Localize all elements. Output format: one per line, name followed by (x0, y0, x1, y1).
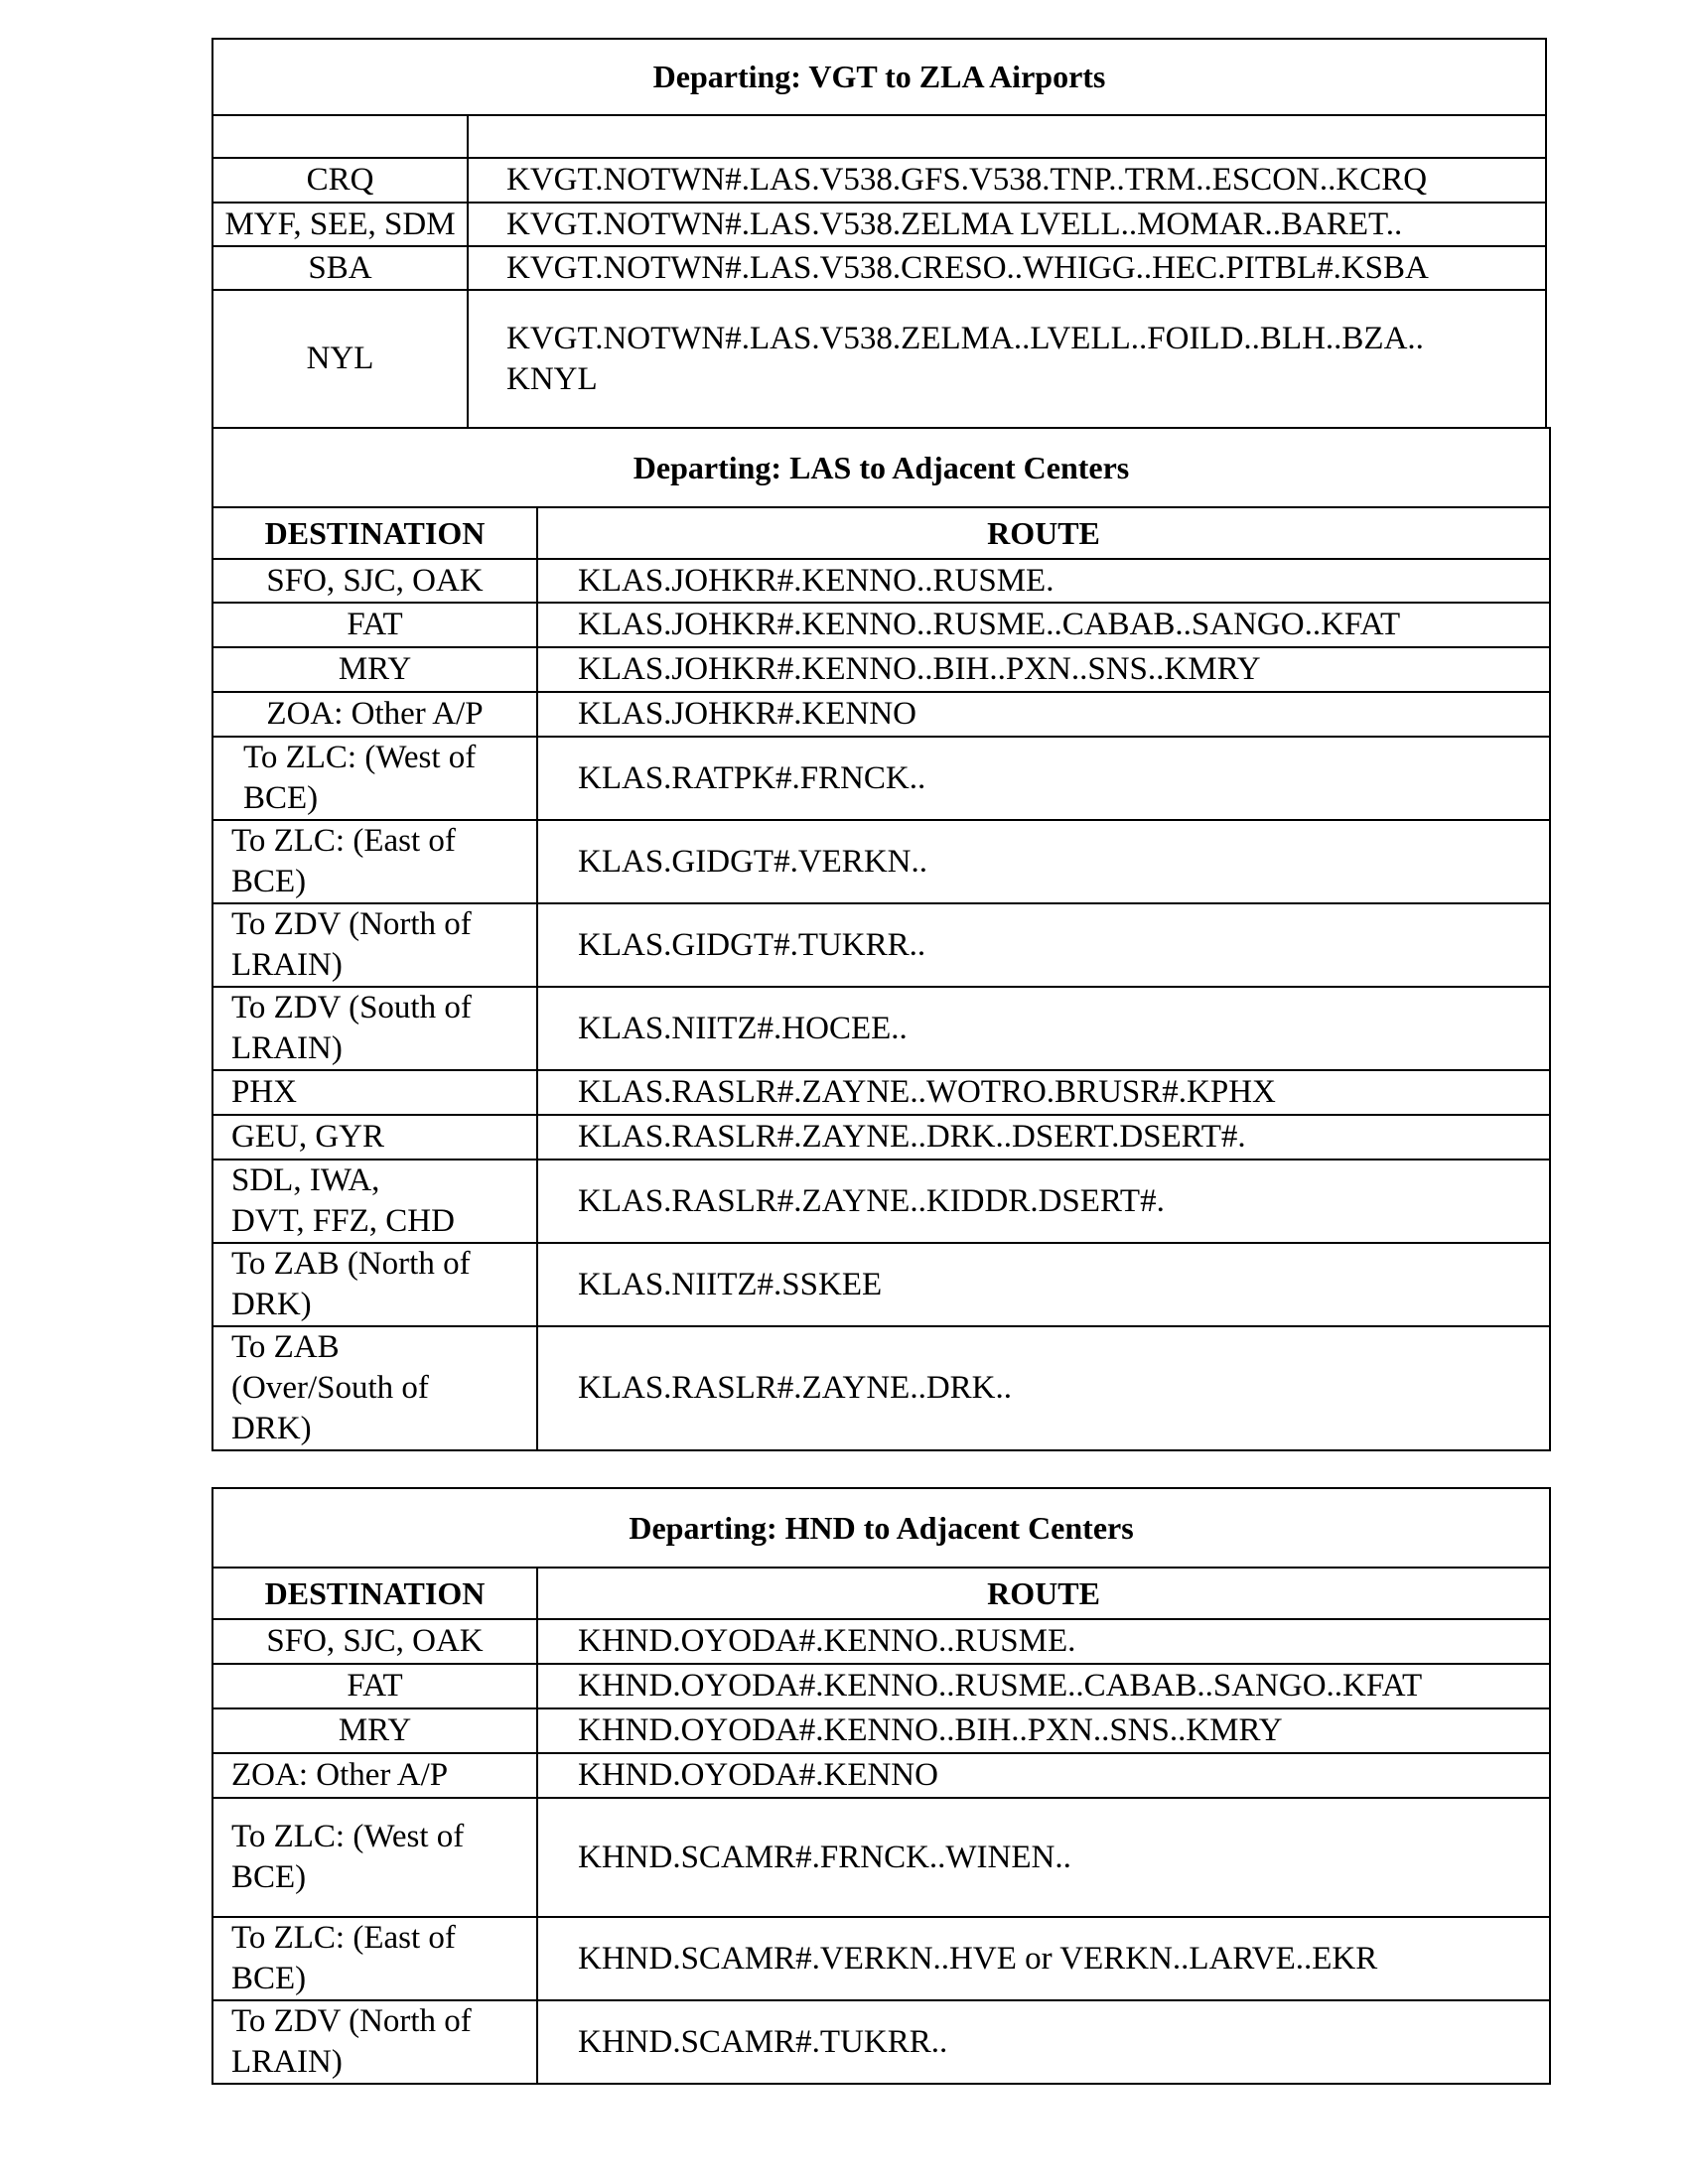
route-cell: KHND.OYODA#.KENNO (537, 1753, 1550, 1798)
las-to-adjacent-centers-table (211, 427, 1551, 1451)
table-title: Departing: VGT to ZLA Airports (212, 39, 1546, 115)
route-cell: KLAS.NIITZ#.HOCEE.. (537, 987, 1550, 1070)
route-cell: KLAS.NIITZ#.SSKEE (537, 1243, 1550, 1326)
destination-cell: FAT (212, 603, 537, 647)
vgt-to-zla-table (211, 38, 1547, 429)
route-cell: KVGT.NOTWN#.LAS.V538.ZELMA LVELL..MOMAR..BARET.. (468, 203, 1546, 246)
table-title: Departing: LAS to Adjacent Centers (212, 428, 1550, 507)
destination-cell: NYL (212, 290, 468, 428)
route-cell: KLAS.JOHKR#.KENNO..RUSME..CABAB..SANGO..KFAT (537, 603, 1550, 647)
route-cell: KLAS.GIDGT#.VERKN.. (537, 820, 1550, 903)
destination-cell: SFO, SJC, OAK (212, 1619, 537, 1664)
destination-cell: To ZDV (North of LRAIN) (212, 903, 537, 987)
destination-cell: To ZLC: (East of BCE) (212, 820, 537, 903)
destination-cell: To ZAB (North of DRK) (212, 1243, 537, 1326)
route-cell: KLAS.JOHKR#.KENNO..RUSME. (537, 559, 1550, 603)
header-route: ROUTE (537, 507, 1550, 559)
destination-cell: ZOA: Other A/P (212, 1753, 537, 1798)
destination-cell: ZOA: Other A/P (212, 692, 537, 737)
destination-cell: MRY (212, 1708, 537, 1753)
destination-cell: SBA (212, 246, 468, 290)
route-cell: KLAS.JOHKR#.KENNO (537, 692, 1550, 737)
route-cell: KLAS.RASLR#.ZAYNE..WOTRO.BRUSR#.KPHX (537, 1070, 1550, 1115)
destination-cell: To ZAB (Over/South of DRK) (212, 1326, 537, 1450)
destination-cell: To ZDV (South of LRAIN) (212, 987, 537, 1070)
route-cell: KHND.SCAMR#.FRNCK..WINEN.. (537, 1798, 1550, 1917)
route-cell: KVGT.NOTWN#.LAS.V538.GFS.V538.TNP..TRM..ESCON..KCRQ (468, 158, 1546, 203)
route-cell: KLAS.RATPK#.FRNCK.. (537, 737, 1550, 820)
hnd-to-adjacent-centers-table (211, 1487, 1551, 2085)
destination-cell: SDL, IWA, DVT, FFZ, CHD (212, 1160, 537, 1243)
route-cell: KVGT.NOTWN#.LAS.V538.ZELMA..LVELL..FOILD..BLH..BZA.. KNYL (468, 290, 1546, 428)
route-cell: KLAS.RASLR#.ZAYNE..KIDDR.DSERT#. (537, 1160, 1550, 1243)
header-destination: DESTINATION (212, 1568, 537, 1619)
destination-cell: CRQ (212, 158, 468, 203)
table-title: Departing: HND to Adjacent Centers (212, 1488, 1550, 1568)
header-route: ROUTE (537, 1568, 1550, 1619)
route-cell: KLAS.RASLR#.ZAYNE..DRK..DSERT.DSERT#. (537, 1115, 1550, 1160)
destination-cell: FAT (212, 1664, 537, 1708)
header-destination (212, 115, 468, 158)
route-cell: KHND.OYODA#.KENNO..RUSME..CABAB..SANGO..KFAT (537, 1664, 1550, 1708)
destination-cell: To ZDV (North of LRAIN) (212, 2000, 537, 2084)
route-cell: KLAS.GIDGT#.TUKRR.. (537, 903, 1550, 987)
destination-cell: To ZLC: (West of BCE) (212, 1798, 537, 1917)
header-destination: DESTINATION (212, 507, 537, 559)
destination-cell: GEU, GYR (212, 1115, 537, 1160)
route-cell: KHND.SCAMR#.TUKRR.. (537, 2000, 1550, 2084)
route-cell: KHND.OYODA#.KENNO..RUSME. (537, 1619, 1550, 1664)
route-cell: KHND.SCAMR#.VERKN..HVE or VERKN..LARVE..EKR (537, 1917, 1550, 2000)
destination-cell: To ZLC: (West of BCE) (212, 737, 537, 820)
destination-cell: PHX (212, 1070, 537, 1115)
destination-cell: MRY (212, 647, 537, 692)
route-cell: KVGT.NOTWN#.LAS.V538.CRESO..WHIGG..HEC.PITBL#.KSBA (468, 246, 1546, 290)
route-cell: KLAS.RASLR#.ZAYNE..DRK.. (537, 1326, 1550, 1450)
destination-cell: SFO, SJC, OAK (212, 559, 537, 603)
destination-cell: MYF, SEE, SDM (212, 203, 468, 246)
route-cell: KLAS.JOHKR#.KENNO..BIH..PXN..SNS..KMRY (537, 647, 1550, 692)
header-route (468, 115, 1546, 158)
route-cell: KHND.OYODA#.KENNO..BIH..PXN..SNS..KMRY (537, 1708, 1550, 1753)
destination-cell: To ZLC: (East of BCE) (212, 1917, 537, 2000)
